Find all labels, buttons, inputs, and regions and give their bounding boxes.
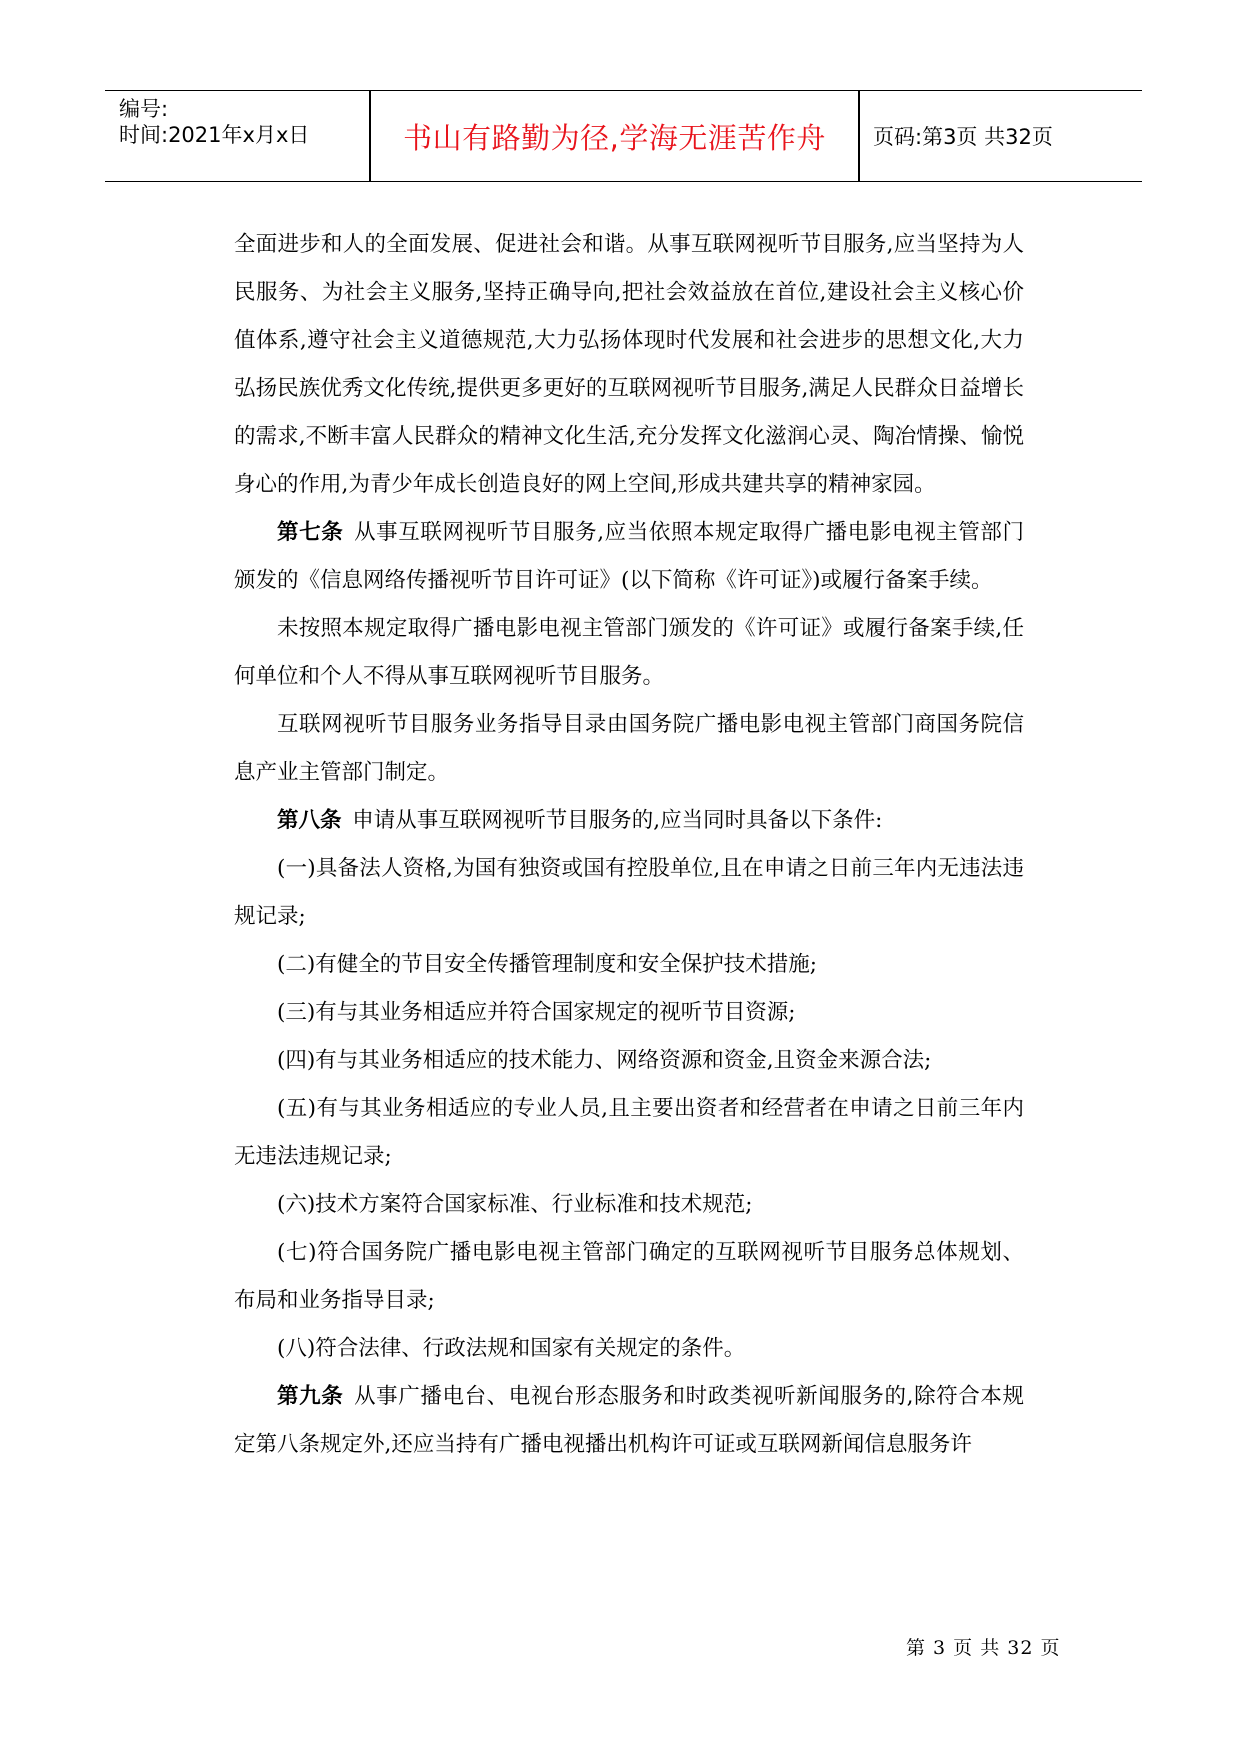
document-header — [105, 90, 1142, 182]
article-8-title: 第八条 — [277, 808, 342, 833]
header-time-label: 时间:2021年x月x日 — [119, 123, 310, 147]
document-body — [234, 221, 1024, 1469]
condition-item-8: (八)符合法律、行政法规和国家有关规定的条件。 — [277, 1336, 746, 1361]
condition-item-4: (四)有与其业务相适应的技术能力、网络资源和资金,且资金来源合法; — [277, 1048, 932, 1073]
page-footer: 第 3 页 共 32 页 — [906, 1637, 1061, 1659]
paragraph-unlicensed: 未按照本规定取得广播电影电视主管部门颁发的《许可证》或履行备案手续,任何单位和个人不得从事互联网视听节目服务。 — [234, 616, 1024, 689]
condition-item-1: (一)具备法人资格,为国有独资或国有控股单位,且在申请之日前三年内无违法违规记录; — [234, 856, 1024, 929]
condition-item-2: (二)有健全的节目安全传播管理制度和安全保护技术措施; — [277, 952, 818, 977]
article-9 — [234, 1373, 1024, 1469]
article-7-title: 第七条 — [277, 520, 344, 545]
condition-item-3: (三)有与其业务相适应并符合国家规定的视听节目资源; — [277, 1000, 796, 1025]
article-7-text: 从事互联网视听节目服务,应当依照本规定取得广播电影电视主管部门颁发的《信息网络传播视听节目许可证》(以下简称《许可证》)或履行备案手续。 — [234, 520, 1024, 593]
paragraph-continued: 全面进步和人的全面发展、促进社会和谐。从事互联网视听节目服务,应当坚持为人民服务、为社会主义服务,坚持正确导向,把社会效益放在首位,建设社会主义核心价值体系,遵守社会主义道德规范,大力弘扬体现时代发展和社会进步的思想文化,大力弘扬民族优秀文化传统,提供更多更好的互联网视听节目服务,满足人民群众日益增长的需求,不断丰富人民群众的精神文化生活,充分发挥文化滋润心灵、陶冶情操、愉悦身心的作用,为青少年成长创造良好的网上空间,形成共建共享的精神家园。 — [234, 232, 1024, 497]
paragraph-catalog: 互联网视听节目服务业务指导目录由国务院广播电影电视主管部门商国务院信息产业主管部门制定。 — [234, 712, 1024, 785]
condition-item-6: (六)技术方案符合国家标准、行业标准和技术规范; — [277, 1192, 753, 1217]
header-number-label: 编号: — [119, 97, 169, 121]
header-divider-right — [858, 91, 860, 181]
article-9-title: 第九条 — [277, 1384, 344, 1409]
article-9-text: 从事广播电台、电视台形态服务和时政类视听新闻服务的,除符合本规定第八条规定外,还应当持有广播电视播出机构许可证或互联网新闻信息服务许 — [234, 1384, 1024, 1457]
header-page-info: 页码:第3页 共32页 — [873, 125, 1053, 149]
header-motto: 书山有路勤为径,学海无涯苦作舟 — [403, 120, 826, 155]
article-7 — [234, 509, 1024, 605]
condition-item-7: (七)符合国务院广播电影电视主管部门确定的互联网视听节目服务总体规划、布局和业务指导目录; — [234, 1240, 1024, 1313]
article-8 — [234, 797, 1024, 845]
condition-item-5: (五)有与其业务相适应的专业人员,且主要出资者和经营者在申请之日前三年内无违法违规记录; — [234, 1096, 1024, 1169]
article-8-text: 申请从事互联网视听节目服务的,应当同时具备以下条件: — [352, 808, 883, 833]
